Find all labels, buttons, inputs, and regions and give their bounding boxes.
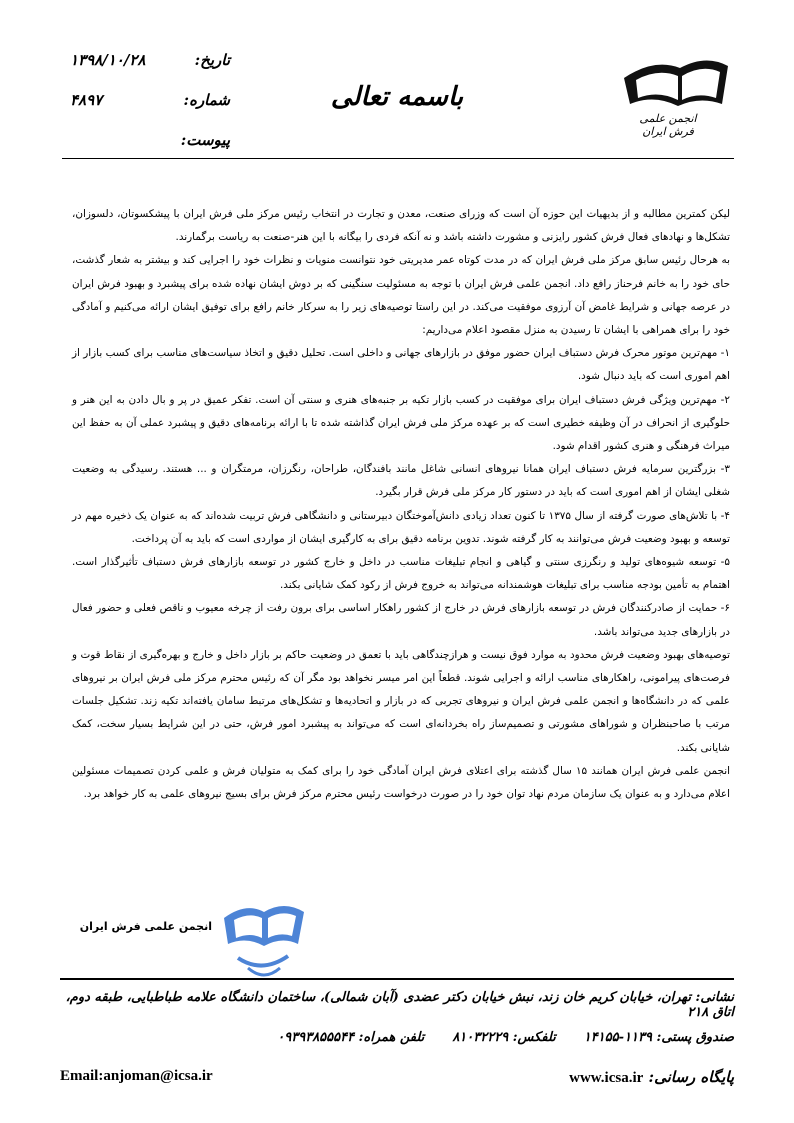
attachment-row xyxy=(70,120,230,160)
paragraph: ۴- با تلاش‌های صورت گرفته از سال ۱۳۷۵ تا کنون تعداد زیادی دانش‌آموختگان دبیرستانی و دانشگاهی فرش تربیت شده‌اند که به عنوان یک ذخیره مهم در توسعه و بهبود وضعیت فرش می‌توانند به کار گرفته شوند. تدوین برنامه دقیق برای به کارگیری ایشان از مواردی است که باید به آن پرداخت. xyxy=(72,509,731,545)
paragraph: ۳- بزرگترین سرمایه فرش دستباف ایران همانا نیروهای انسانی شاغل مانند بافندگان، طراحان، رنگرزان، مرمتگران و ... هستند. رسیدگی به وضعیت شغلی ایشان از اهم اموری است که باید در دستور کار مرکز ملی فرش قرار بگیرد. xyxy=(72,463,730,499)
organization-stamp xyxy=(218,898,308,988)
fax: تلفکس: ۸۱۰۳۲۲۲۹ xyxy=(452,1030,556,1045)
date-value: ۱۳۹۸/۱۰/۲۸ xyxy=(70,51,146,69)
date-row xyxy=(70,40,230,80)
po-box: صندوق پستی: ۱۱۳۹-۱۴۱۵۵ xyxy=(583,1030,734,1045)
signature: انجمن علمی فرش ایران xyxy=(79,920,212,933)
attachment-label: پیوست: xyxy=(180,131,230,149)
footer-address: نشانی: تهران، خیابان کریم خان زند، نبش خیابان دکتر عضدی (آبان شمالی)، ساختمان دانشگاه علامه طباطبایی، طبقه دوم، اتاق ۲۱۸ xyxy=(65,990,734,1020)
paragraph: ۵- توسعه شیوه‌های تولید و رنگرزی سنتی و گیاهی و انجام تبلیغات مناسب در داخل و خارج کشور در توسعه بازارهای فرش دستباف تأثیرگذار است. اهتمام به تأمین بودجه مناسب برای تبلیغات هوشمندانه می‌تواند به خروج فرش از رکود کمک شایانی بکند. xyxy=(72,556,730,592)
paragraph: ۱- مهم‌ترین موتور محرک فرش دستباف ایران حضور موفق در بازارهای جهانی و داخلی است. تحلیل دقیق و اتخاذ سیاست‌های مناسب برای کسب بازار از اهم اموری است که باید دنبال شود. xyxy=(72,347,730,383)
footer-contacts xyxy=(60,1030,734,1045)
footer-web xyxy=(60,1068,734,1087)
website-label: پایگاه رسانی: xyxy=(648,1068,734,1086)
letter-body xyxy=(72,203,730,806)
website-row xyxy=(569,1068,734,1087)
paragraph: به هرحال رئیس سابق مرکز ملی فرش ایران که در مدت کوتاه عمر مدیریتی خود نتوانست منویات و نظرات خود را اجرایی کند و بیشتر به شعار گذشت، حای خود را به خانم فرحناز رافع داد. انجمن علمی فرش ایران با توجه به مسئولیت سنگینی که بر دوش ایشان نهاده شده برای پیشبرد و بهبود فرش ایران در عرصه جهانی و شرایط غامض آن آرزوی موفقیت می‌کند. در این راستا توصیه‌های زیر را به سرکار خانم رافع برای توفیق ایشان ارائه می‌کنیم و آمادگی خود را برای همراهی با ایشان تا رسیدن به منزل مقصود اعلام می‌داریم: xyxy=(72,254,730,337)
paragraph: ۶- حمایت از صادرکنندگان فرش در توسعه بازارهای فرش در خارج از کشور راهکار اساسی برای برون رفت از چرخه معیوب و ناقص فعلی و حضور فعال در بازارهای جدید می‌تواند باشد. xyxy=(72,602,730,638)
date-label: تاریخ: xyxy=(194,51,230,69)
paragraph: لیکن کمترین مطالبه و از بدیهیات این حوزه آن است که وزرای صنعت، معدن و تجارت در انتخاب رئیس مرکز ملی فرش ایران با پیشکسوتان، دلسوزان، تشکل‌ها و نهادهای فعال فرش کشور رایزنی و مشورت داشته باشد و نه آنکه فردی را بیگانه با این هنر-صنعت به ریاست برگمارند. xyxy=(72,208,730,244)
number-value: ۴۸۹۷ xyxy=(70,91,103,109)
logo-caption: انجمن علمی فرش ایران xyxy=(639,112,697,138)
number-label: شماره: xyxy=(183,91,230,109)
letter-meta xyxy=(70,40,230,160)
footer-divider xyxy=(60,978,734,980)
paragraph: توصیه‌های بهبود وضعیت فرش محدود به موارد فوق نیست و هرازچندگاهی باید با تعمق در وضعیت حاکم بر بازار داخل و خارج و بهره‌گیری از نقاط قوت و فرصت‌های پیرامونی، راهکارهای مناسب ارائه و اجرایی شوند. قطعاً این امر میسر نخواهد بود مگر آن که رئیس محترم مرکز ملی فرش ایران بر نیروهای علمی که در دانشگاه‌ها و انجمن علمی فرش ایران و نیروهای تجربی که در بازار و اتحادیه‌ها و تشکل‌های مرتبط سامان یافته‌اند تکیه زند. تشکیل جلسات مرتب با صاحبنظران و شوراهای مشورتی و تصمیم‌ساز راه بخردانه‌ای است که می‌تواند به پیشبرد امور فرش، حتی در این شرایط بسیار سخت، کمک شایانی بکند. xyxy=(72,648,730,754)
number-row xyxy=(70,80,230,120)
stamp-book-icon xyxy=(218,898,308,988)
email-link[interactable]: Email:anjoman@icsa.ir xyxy=(60,1068,213,1084)
page-title: باسمه تعالی xyxy=(330,82,464,112)
paragraph: انجمن علمی فرش ایران همانند ۱۵ سال گذشته برای اعتلای فرش ایران آمادگی خود را برای کمک به متولیان فرش و علمی کردن تصمیمات مسئولین اعلام می‌دارد و به عنوان یک سازمان مردم نهاد توان خود را در صورت درخواست رئیس محترم مرکز فرش برای بسیج نیروهای علمی به کار خواهد برد. xyxy=(72,764,730,801)
website-link[interactable]: www.icsa.ir xyxy=(569,1070,644,1086)
header-divider xyxy=(62,158,734,159)
paragraph: ۲- مهم‌ترین ویژگی فرش دستباف ایران برای موفقیت در کسب بازار تکیه بر جنبه‌های هنری و سنتی آن است. تفکر عمیق در پر و بال دادن به این هنر و حلوگیری از انحراف در آن وظیفه خطیری است که بر عهده مرکز ملی فرش ایران گذاشته شده تا با ارائه برنامه‌های دقیق و پیشبرد عملی آن به حفظ این میراث فرهنگی و هنری کشور اقدام شود. xyxy=(72,393,730,453)
mobile: تلفن همراه: ۰۹۳۹۳۸۵۵۵۴۴ xyxy=(277,1030,425,1045)
